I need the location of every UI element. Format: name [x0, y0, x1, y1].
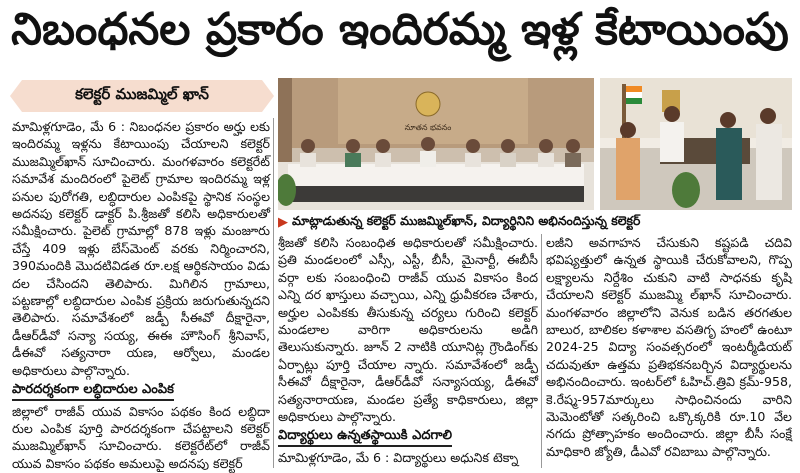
- col1-subheading: పారదర్శకంగా లబ్ధిదారుల ఎంపిక: [12, 381, 174, 400]
- headline: నిబంధనల ప్రకారం ఇందిరమ్మ ఇళ్ల కేటాయింపు: [11, 4, 789, 55]
- col2-paragraph-2: మామిళ్లగూడెం, మే 6 : విద్యార్థులు అధునిక టెక్నా: [278, 449, 519, 465]
- photo-caption: [278, 212, 792, 232]
- caption-arrow-icon: ▶: [278, 214, 288, 230]
- col2-subheading: విద్యార్థులు ఉన్నతస్థాయికి ఎదగాలి: [278, 427, 452, 446]
- column-1: [12, 118, 270, 472]
- meeting-photo-illustration: [278, 78, 594, 210]
- backdrop-text: నూతన భవనం: [404, 123, 452, 132]
- felicitation-photo: [600, 78, 792, 210]
- column-divider-2: [541, 234, 542, 468]
- kicker-banner: కలెక్టర్ ముజమ్మిల్ ఖాన్: [22, 80, 262, 112]
- col3-paragraph-1: లజీని అవగాహన చేసుకుని కష్టపడి చదివి భవిష్యత్తులో ఉన్నత స్థాయికి చేరుకోవాలని, గొప్ప లక్ష్యాలను నిర్దేశిం చుకుని వాటి సాధనకు కృషి చేయాలని కలెక్టర్ ముజమ్మి ల్‌ఖాన్ సూచించారు. మంగళవారం జిల్లాలోని వెనుక బడిన తరగతుల బాలుర, బాలికల కళాశాల వసతిగృ హంలో ఉంటూ 2024-25 విద్యా సంవత్సరంలో ఇంటర్మీడియట్ చదువుతూ ఉత్తమ ప్రతిభకనబర్చిన విద్యార్థులను అభినందించారు. ఇంటర్‌లో ఓహిచ్.త్రివి క్రమ్-958, కె.రేష్మ-957మార్కులు సాధించినందు వారిని మెమెంటోతో సత్కరించి ఒక్కొక్కరికి రూ.10 వేల నగదు ప్రోత్సాహకం అందించారు. జిల్లా బీసీ సంక్షే మాధికారి జ్యోతి, డీఎవో రవిబాబు పాల్గొన్నారు.: [546, 235, 792, 459]
- column-3: [546, 234, 792, 460]
- col1-paragraph-2: జిల్లాలో రాజీవ్ యువ వికాసం పథకం కింద లబ్ధిదా రుల ఎంపిక పూర్తి పారదర్శకంగా చేపట్టాలని కలెక్టర్ ముజమ్మిల్‌ఖాన్ సూచించారు. కలెక్టరేట్‌లో రాజీవ్ యువ వికాసం పథకం అమలుపై అదనపు కలెక్టర్: [12, 403, 270, 471]
- col2-paragraph-1: శ్రీజతో కలిసి సంబంధిత అధికారులతో సమీక్షించారు. ప్రతి మండలంలో ఎస్సీ, ఎస్టీ, బీసీ, మైనార్టీ, ఈబీసీ వర్గా లకు సంబంధించి రాజీవ్ యువ వికాసం కింద ఎన్ని దర ఖాస్తులు వచ్చాయి, ఎన్ని ధ్రువీకరణ చేశారు, అర్హుల ఎంపికకు తీసుకున్న చర్యలు గురించి కలెక్టర్ మండలాల వారిగా అధికారులను అడిగి తెలుసుకున్నారు. జూన్ 2 నాటికి యూనిట్ల గ్రౌండింగ్‌కు ఏర్పాట్లు పూర్తి చేయాల న్నారు. సమావేశంలో జడ్పీ సీఈవో దీక్షారైనా, డీఆర్‌డీవో సన్యాసయ్య, డీఈవో సత్యనారాయణ, మండల ప్రత్యే కాధికారులు, జిల్లా అధికారులు పాల్గొన్నారు.: [278, 235, 538, 425]
- col1-paragraph-1: మామిళ్లగూడెం, మే 6 : నిబంధనల ప్రకారం అర్హు లకు ఇందిరమ్మ ఇళ్లను కేటాయింపు చేయాలని కలెక్టర్ ముజమ్మిల్‌ఖాన్ సూచించారు. మంగళవారం కలెక్టరేట్ సమావేశ మందిరంలో పైలెట్ గ్రామాల ఇందిరమ్మ ఇళ్ల పనుల పురోగతి, లబ్ధిదారుల ఎంపికపై స్థానిక సంస్థల అదనపు కలెక్టర్ డాక్టర్ పి.శ్రీజతో కలిసి అధికారులతో సమీక్షించారు. పైలెట్ గ్రామాల్లో 878 ఇళ్లు మంజూరు చేస్తే 409 ఇళ్లు బేస్‌మెంట్ వరకు నిర్మించారని, 390మందికి మొదటివిడత రూ.లక్ష ఆర్థికసాయం విడు దల చేసిందని తెలిపారు. మిగిలిన గ్రామాలు, పట్టణాల్లో లబ్ధిదారుల ఎంపిక ప్రక్రియ జరుగుతున్నదని తెలిపారు. సమావేశంలో జడ్పీ సీఈవో దీక్షారైనా, డీఆర్‌డీవో సన్యా సయ్య, ఈఈ హౌసింగ్ శ్రీనివాస్, డీఈవో సత్యనారా యణ, ఆర్వోలు, మండల అధికారులు పాల్గొన్నారు.: [12, 119, 270, 378]
- column-2: [278, 234, 538, 466]
- meeting-photo: [278, 78, 594, 210]
- column-divider-1: [273, 118, 274, 468]
- caption-text: మాట్లాడుతున్న కలెక్టర్ ముజమ్మిల్‌ఖాన్, విద్యార్థినిని అభినందిస్తున్న కలెక్టర్: [292, 213, 641, 228]
- felicitation-photo-illustration: [600, 78, 792, 210]
